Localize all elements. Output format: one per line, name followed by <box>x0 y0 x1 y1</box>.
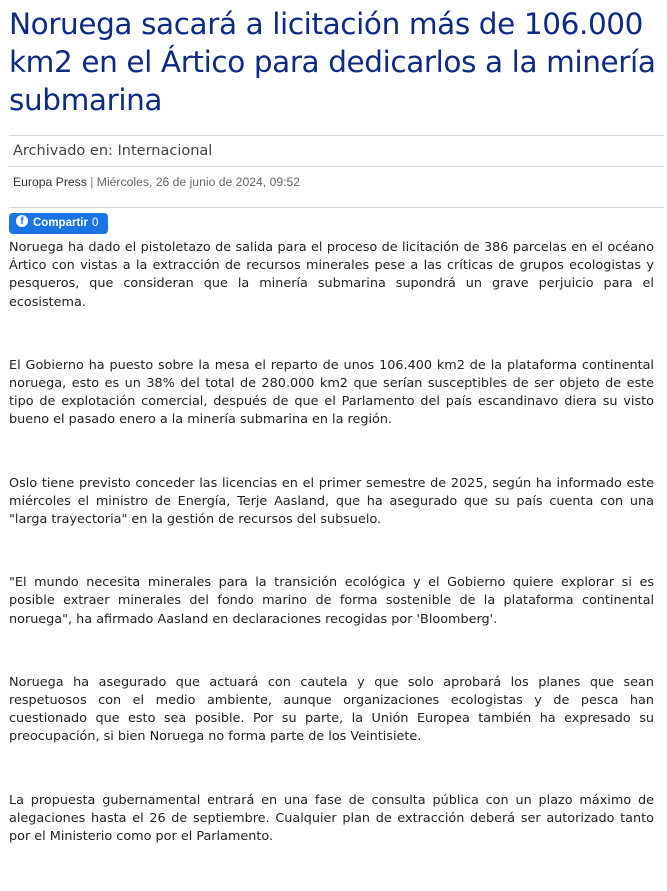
article-title: Noruega sacará a licitación más de 106.000 km2 en el Ártico para dedicarlos a la minería submarina <box>9 7 656 117</box>
facebook-share-button[interactable] <box>9 213 108 234</box>
byline-date: Miércoles, 26 de junio de 2024, 09:52 <box>96 175 301 189</box>
share-count: 0 <box>91 217 99 229</box>
facebook-icon: f <box>16 215 28 227</box>
article-paragraph: Noruega ha asegurado que actuará con cautela y que solo aprobará los planes que sean respetuosos con el medio ambiente, aunque organizaciones ecologistas y de pesca han cuestionado que esto sea posible. Por su parte, la Unión Europea también ha expresado su preocupación, si bien Noruega no forma parte de los Veintisiete. <box>9 674 654 745</box>
article-paragraph: La propuesta gubernamental entrará en una fase de consulta pública con un plazo máximo de alegaciones hasta el 26 de septiembre. Cualquier plan de extracción deberá ser autorizado tanto por el Ministerio como por el Parlamento. <box>9 792 654 845</box>
article-paragraph: El Gobierno ha puesto sobre la mesa el reparto de unos 106.400 km2 de la plataforma continental noruega, esto es un 38% del total de 280.000 km2 que serían susceptibles de ser objeto de este tipo de explotación comercial, después de que el Parlamento del país escandinavo diera su visto bueno el pasado enero a la minería submarina en la región. <box>9 357 654 428</box>
article-paragraph: "El mundo necesita minerales para la transición ecológica y el Gobierno quiere explorar si es posible extraer minerales del fondo marino de forma sostenible de la plataforma continental noruega", ha afirmado Aasland en declaraciones recogidas por 'Bloomberg'. <box>9 575 654 627</box>
share-label: Compartir <box>33 217 88 229</box>
byline-separator: | <box>90 175 94 189</box>
archive-category-bar <box>9 135 664 167</box>
article-paragraph: Noruega ha dado el pistoletazo de salida para el proceso de licitación de 386 parcelas en el océano Ártico con vistas a la extracción de recursos minerales pese a las críticas de grupos ecologistas y pesqueros, que consideran que la minería submarina supondrá un grave perjuicio para el ecosistema. <box>9 240 654 310</box>
article-paragraph: Oslo tiene previsto conceder las licencias en el primer semestre de 2025, según ha informado este miércoles el ministro de Energía, Terje Aasland, que ha asegurado que su país cuenta con una "larga trayectoria" en la gestión de recursos del subsuelo. <box>9 475 654 528</box>
article <box>9 0 664 845</box>
archive-category[interactable]: Archivado en: Internacional <box>13 143 213 159</box>
byline <box>13 175 300 189</box>
byline-source: Europa Press <box>13 175 87 189</box>
divider <box>9 207 664 208</box>
article-body <box>9 239 654 891</box>
